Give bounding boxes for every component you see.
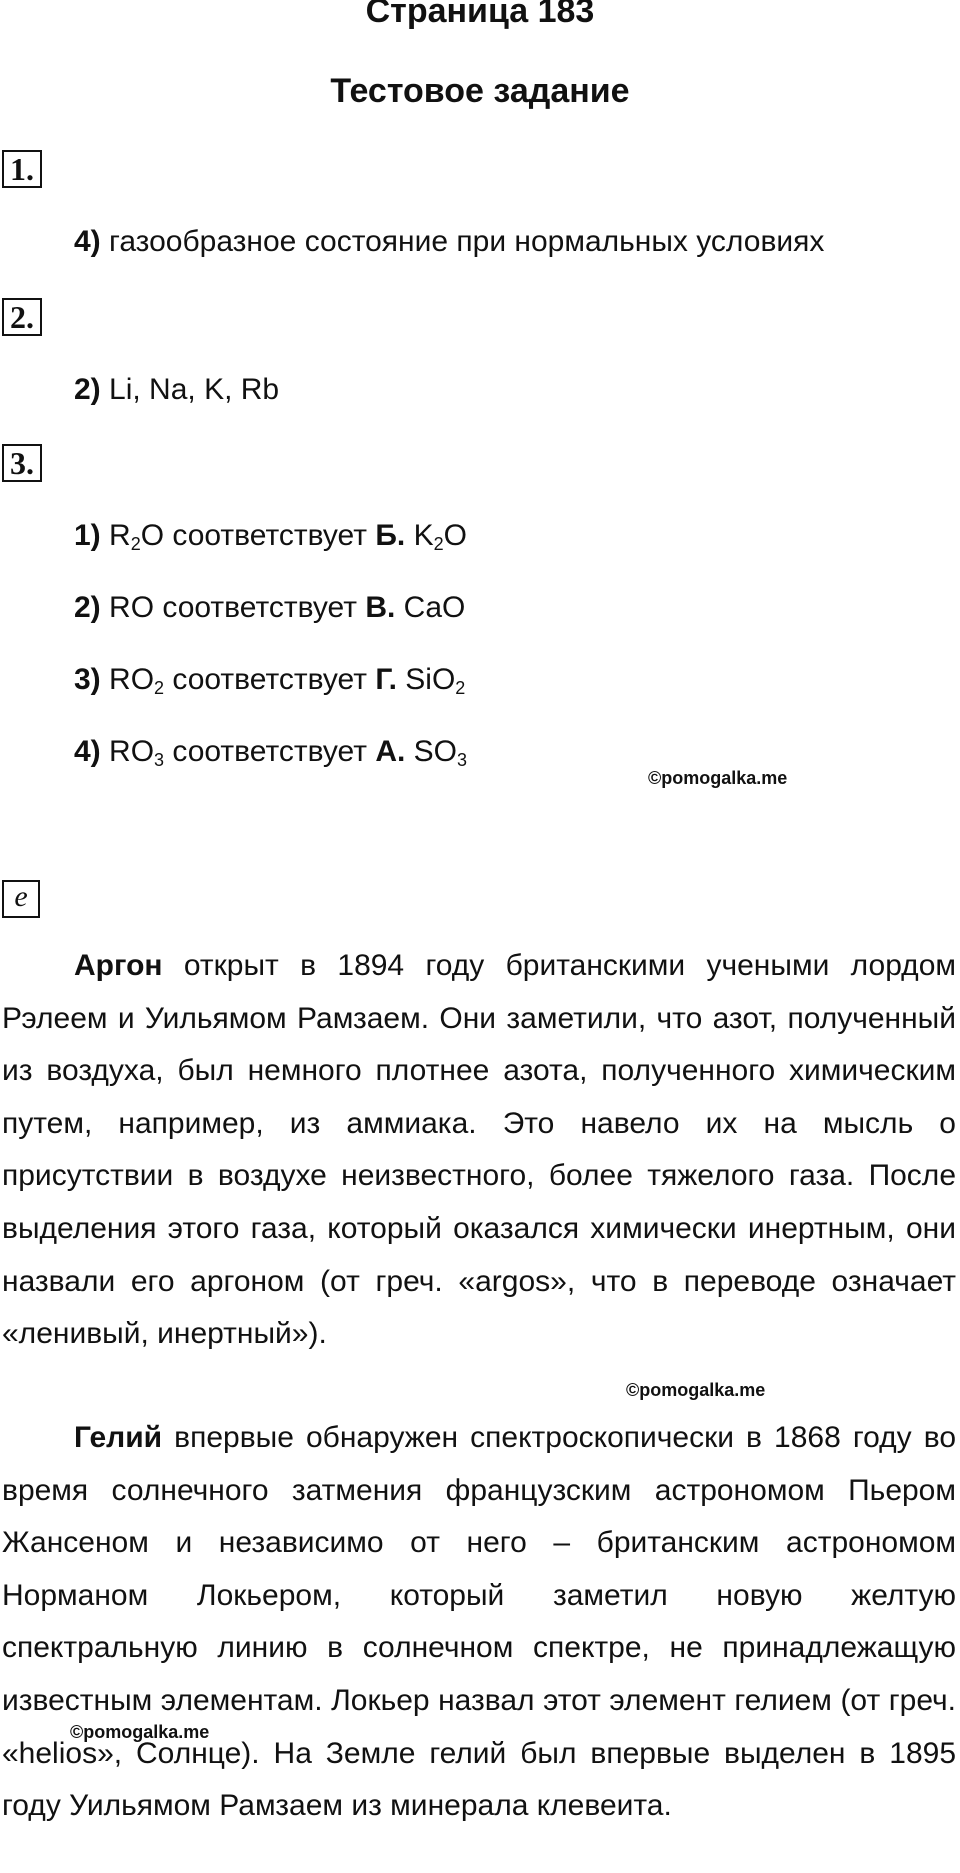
- question-number-3: 3.: [2, 444, 42, 482]
- answer-3-4: 4) $RO_3$ соответствует А. $SO_3$: [74, 735, 468, 770]
- watermark: ©pomogalka.me: [70, 1722, 210, 1742]
- answer-3-2: 2) RO соответствует В. CaO: [74, 591, 466, 624]
- answer-3-1: 1) $R_2O$ соответствует Б. $K_2O$: [74, 519, 467, 554]
- watermark: ©pomogalka.me: [648, 768, 788, 788]
- watermark: ©pomogalka.me: [626, 1380, 766, 1400]
- paragraph-argon: Аргон открыт в 1894 году британскими учеными лордом Рэлеем и Уильямом Рамзаем. Они заметили, что азот, полученный из воздуха, был немного плотнее азота, полученного химическим путем, например, из аммиака. Это навело их на мысль о присутствии в воздухе неизвестного, более тяжелого газа. После выделения этого газа, который оказался химически инертным, они назвали его аргоном (от греч. «argos», что в переводе означает «ленивый, инертный»).: [2, 949, 956, 1351]
- question-number-1: 1.: [2, 150, 42, 188]
- answer-3-3: 3) $RO_2$ соответствует Г. SiO$_2$: [74, 663, 466, 698]
- answer-2: 2) Li, Na, K, Rb: [74, 373, 280, 406]
- extra-marker-box: e: [2, 880, 40, 918]
- page-title: Страница 183: [365, 0, 595, 30]
- paragraph-helium: Гелий впервые обнаружен спектроскопически в 1868 году во время солнечного затмения французским астрономом Пьером Жансеном и независимо от него – британским астрономом Норманом Локьером, который заметил новую желтую спектральную линию в солнечном спектре, не принадлежащую известным элементам. Локьер назвал этот элемент гелием (от греч. «helios», Солнце). На Земле гелий был впервые выделен в 1895 году Уильямом Рамзаем из минерала клевеита.: [2, 1421, 956, 1823]
- answer-1: 4) газообразное состояние при нормальных условиях: [74, 225, 825, 258]
- question-number-2: 2.: [2, 298, 42, 336]
- section-title: Тестовое задание: [330, 72, 630, 110]
